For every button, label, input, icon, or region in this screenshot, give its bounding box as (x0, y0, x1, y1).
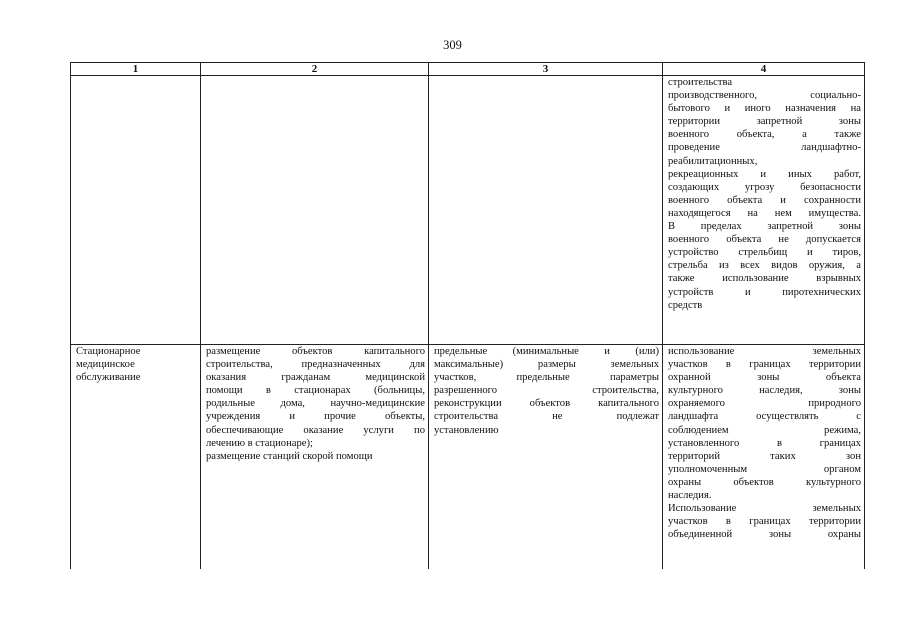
cell-text-line: военного объекта не допускается (668, 234, 861, 246)
table-row (71, 345, 865, 570)
cell-text-line: установлению (434, 424, 499, 436)
cell-text-line: объединенной зоны охраны (668, 529, 861, 541)
cell-text-line: устройств и пиротехнических (668, 286, 861, 298)
column-header-2: 2 (201, 63, 429, 76)
cell-text-line: также использование взрывных (668, 273, 861, 285)
regulations-table (70, 62, 865, 569)
cell-text-line: оказания гражданам медицинской (206, 372, 425, 384)
cell-text-line: проведение ландшафтно- (668, 142, 861, 154)
cell-text-line: обслуживание (76, 372, 141, 384)
column-header-3: 3 (429, 63, 663, 76)
cell-text-line: строительства, предназначенных для (206, 359, 425, 371)
cell-text-line: участков, предельные параметры (434, 372, 659, 384)
cell-text-line: производственного, социально- (668, 90, 861, 102)
cell-use-type (71, 345, 201, 570)
cell-text-line: участков в границах территории (668, 516, 861, 528)
cell-text-line: ландшафта осуществлять с (668, 411, 861, 423)
cell-text-line: территории запретной зоны (668, 116, 861, 128)
column-header-4: 4 (663, 63, 865, 76)
cell-text-line: военного объекта и сохранности (668, 194, 861, 206)
cell-restrictions (663, 345, 865, 570)
cell-text-line: реконструкции объектов капитального (434, 398, 659, 410)
cell-text-line: создающих угрозу безопасности (668, 181, 861, 193)
cell-text-line: соблюдением режима, (668, 424, 861, 436)
cell-restrictions (663, 76, 865, 345)
cell-text-line: наследия. (668, 490, 712, 502)
cell-text-line: Использование земельных (668, 503, 861, 515)
cell-text-line: реабилитационных, (668, 155, 758, 167)
cell-text-line: территорий таких зон (668, 450, 861, 462)
cell-text-line: предельные (минимальные и (или) (434, 346, 659, 357)
cell-text-line: находящегося на нем имущества. (668, 207, 861, 219)
cell-text-line: В пределах запретной зоны (668, 221, 861, 233)
cell-use-type (71, 76, 201, 345)
table-header-row (71, 63, 865, 76)
cell-text-line: военного объекта, а также (668, 129, 861, 141)
cell-text-line: максимальные) размеры земельных (434, 359, 659, 371)
cell-text-line: медицинское (76, 359, 135, 371)
cell-limits (429, 345, 663, 570)
cell-text-line: учреждения и прочие объекты, (206, 411, 425, 423)
cell-limits (429, 76, 663, 345)
cell-text-line: стрельба из всех видов оружия, а (668, 260, 861, 272)
cell-text-line: размещение станций скорой помощи (206, 450, 373, 462)
cell-text-line: Стационарное (76, 346, 141, 357)
column-header-1: 1 (71, 63, 201, 76)
cell-text-line: бытового и иного назначения на (668, 103, 861, 115)
cell-use-description (201, 76, 429, 345)
cell-text-line: родильные дома, научно-медицинские (206, 398, 425, 410)
page-number: 309 (443, 38, 462, 52)
cell-use-description (201, 345, 429, 570)
cell-text-line: культурного наследия, зоны (668, 385, 861, 397)
cell-text-line: установленного в границах (668, 437, 861, 449)
cell-text-line: охраны объектов культурного (668, 476, 861, 488)
cell-text-line: рекреационных и иных работ, (668, 168, 861, 180)
cell-text-line: строительства не подлежат (434, 411, 659, 423)
cell-text-line: участков в границах территории (668, 359, 861, 371)
cell-text-line: средств (668, 299, 703, 311)
cell-text-line: охраняемого природного (668, 398, 861, 410)
cell-text-line: обеспечивающие оказание услуги по (206, 424, 425, 436)
table-row (71, 76, 865, 345)
cell-text-line: размещение объектов капитального (206, 346, 425, 357)
cell-text-line: разрешенного строительства, (434, 385, 659, 397)
cell-text-line: уполномоченным органом (668, 463, 861, 475)
cell-text-line: лечению в стационаре); (206, 437, 313, 449)
cell-text-line: помощи в стационарах (больницы, (206, 385, 425, 397)
cell-text-line: охранной зоны объекта (668, 372, 861, 384)
cell-text-line: строительства (668, 77, 733, 88)
cell-text-line: использование земельных (668, 346, 861, 357)
cell-text-line: устройство стрельбищ и тиров, (668, 247, 861, 259)
